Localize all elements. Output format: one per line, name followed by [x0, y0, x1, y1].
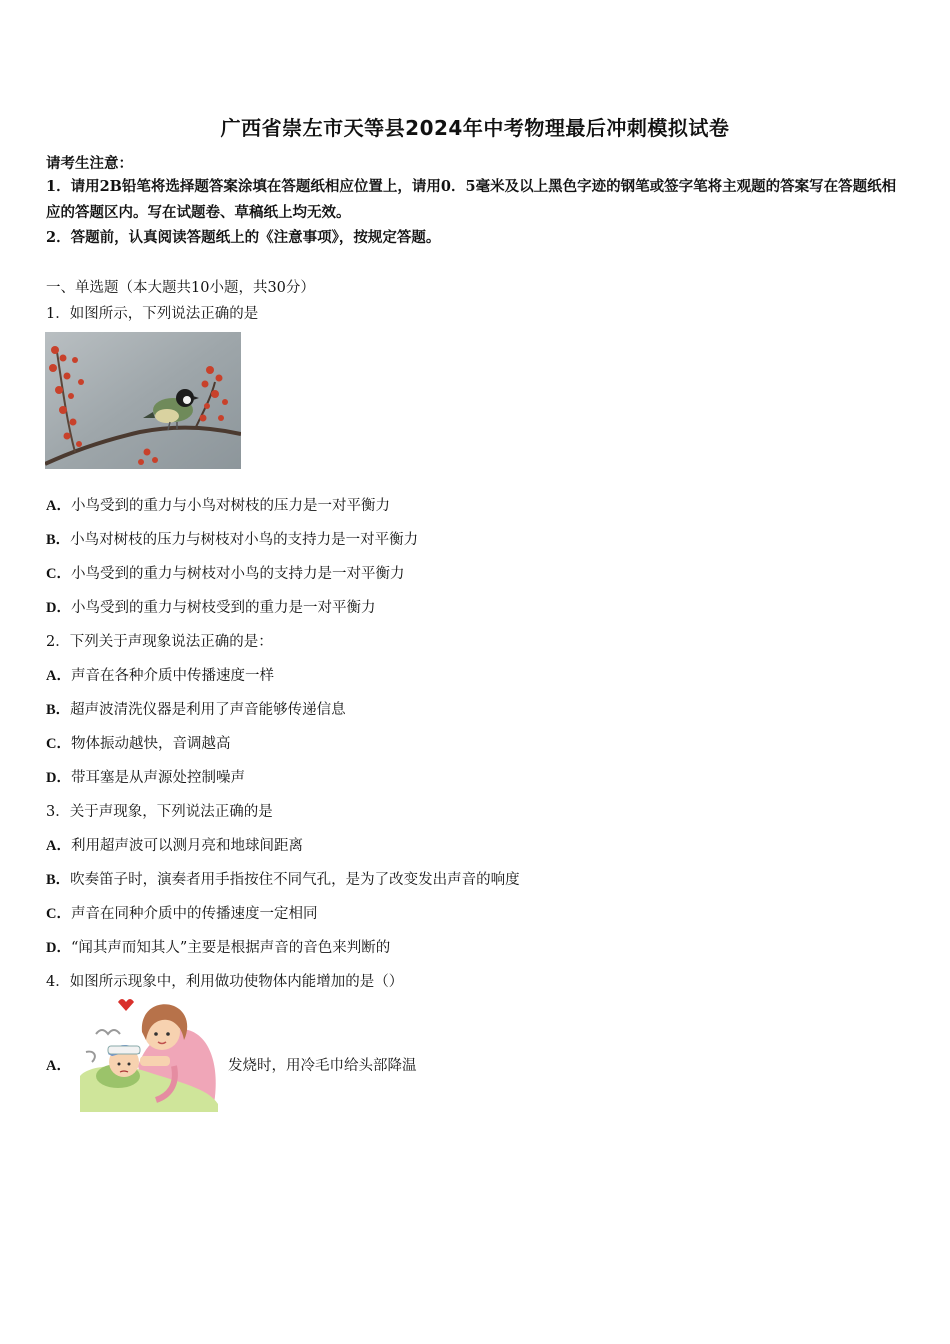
- option-letter: D．: [46, 940, 71, 956]
- option-letter: B．: [46, 532, 71, 548]
- notice-heading: 请考生注意：: [46, 155, 133, 172]
- question-1-stem: 1．如图所示，下列说法正确的是: [46, 306, 259, 322]
- q3-option-d: [46, 936, 390, 957]
- option-text: 带耳塞是从声源处控制噪声: [70, 770, 245, 786]
- q2-option-b: [46, 698, 346, 719]
- q1-option-d: [46, 596, 375, 617]
- q2-option-a: [46, 664, 274, 685]
- option-letter: A．: [46, 838, 71, 854]
- option-text: 小鸟受到的重力与树枝对小鸟的支持力是一对平衡力: [70, 566, 405, 582]
- option-letter: A．: [46, 668, 71, 684]
- q3-option-a: [46, 834, 303, 855]
- option-letter: A．: [46, 498, 71, 514]
- q1-option-c: [46, 562, 404, 583]
- q3-option-b: [46, 868, 520, 889]
- option-text: 小鸟受到的重力与小鸟对树枝的压力是一对平衡力: [70, 498, 390, 514]
- notice-item-2: 2．答题前，认真阅读答题纸上的《注意事项》，按规定答题。: [46, 229, 441, 246]
- option-letter: D．: [46, 600, 71, 616]
- option-text: 利用超声波可以测月亮和地球间距离: [70, 838, 303, 854]
- question-2-stem: 2．下列关于声现象说法正确的是：: [46, 634, 273, 650]
- section-heading: 一、单选题（本大题共10小题，共30分）: [46, 280, 315, 296]
- option-text: 小鸟受到的重力与树枝受到的重力是一对平衡力: [70, 600, 376, 616]
- option-text: 声音在同种介质中的传播速度一定相同: [70, 906, 318, 922]
- q1-option-b: [46, 528, 418, 549]
- option-letter: B．: [46, 702, 71, 718]
- option-text: 物体振动越快，音调越高: [70, 736, 231, 752]
- option-letter: D．: [46, 770, 71, 786]
- option-text: 吹奏笛子时，演奏者用手指按住不同气孔，是为了改变发出声音的响度: [70, 872, 520, 888]
- notice-item-1: 1．请用2B铅笔将选择题答案涂填在答题纸相应位置上，请用0．5毫米及以上黑色字迹的钢笔或签字笔将主观题的答案写在答题纸相应的答题区内。写在试题卷、草稿纸上均无效。: [46, 178, 897, 221]
- option-text: 超声波清洗仪器是利用了声音能够传递信息: [70, 702, 346, 718]
- q4-option-a-letter: [46, 1054, 71, 1075]
- option-letter: A．: [46, 1058, 71, 1074]
- q1-option-a: [46, 494, 390, 515]
- question-4-stem: 4．如图所示现象中，利用做功使物体内能增加的是（）: [46, 974, 404, 990]
- cold-towel-fever-illustration: [78, 996, 222, 1112]
- q4-option-a-text: 发烧时，用冷毛巾给头部降温: [228, 1058, 417, 1074]
- bird-on-branch-image: [45, 332, 241, 469]
- option-letter: C．: [46, 736, 71, 752]
- option-text: “闻其声而知其人”主要是根据声音的音色来判断的: [70, 940, 391, 956]
- q2-option-c: [46, 732, 230, 753]
- option-letter: C．: [46, 906, 71, 922]
- option-text: 小鸟对树枝的压力与树枝对小鸟的支持力是一对平衡力: [70, 532, 419, 548]
- option-text: 声音在各种介质中传播速度一样: [70, 668, 274, 684]
- q2-option-d: [46, 766, 245, 787]
- option-letter: B．: [46, 872, 71, 888]
- option-letter: C．: [46, 566, 71, 582]
- question-3-stem: 3．关于声现象，下列说法正确的是: [46, 804, 273, 820]
- page-title: 广西省崇左市天等县2024年中考物理最后冲刺模拟试卷: [220, 116, 730, 140]
- q3-option-c: [46, 902, 317, 923]
